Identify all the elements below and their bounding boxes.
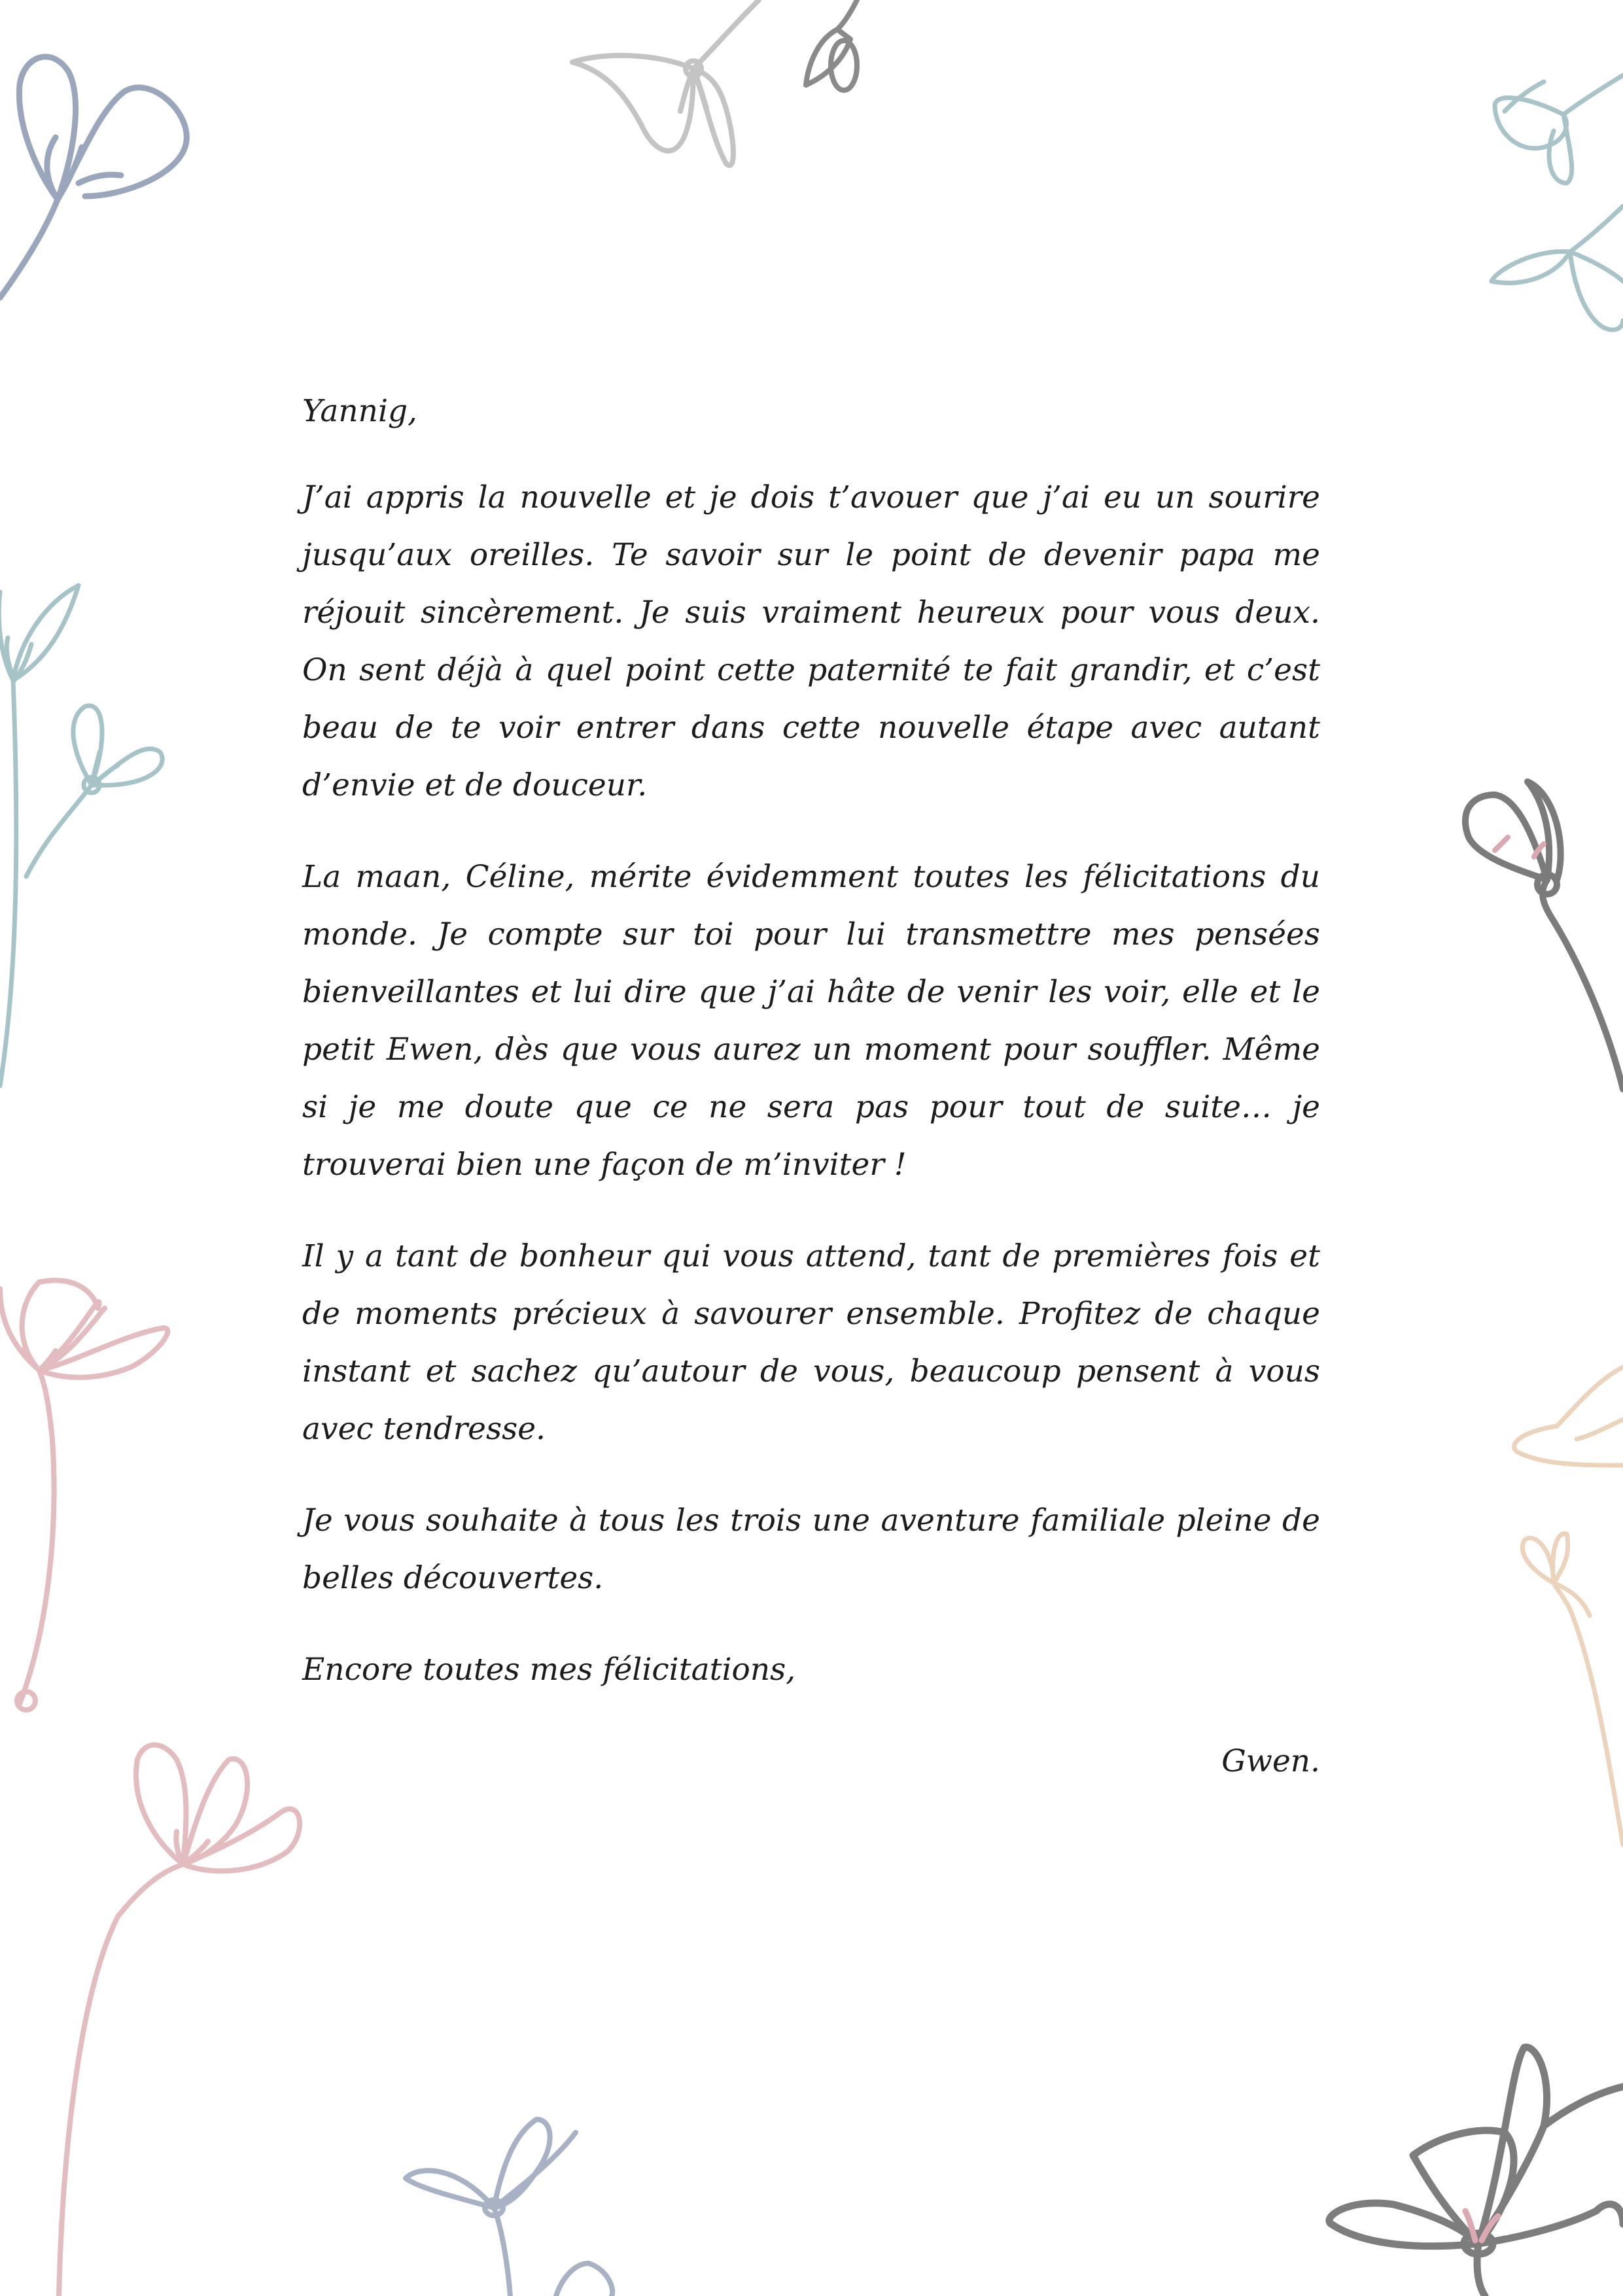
flower-top-right-icon: [1492, 75, 1623, 330]
bud-top-icon: [806, 0, 857, 90]
letter-closing: Encore toutes mes félicitations,: [302, 1652, 796, 1688]
letter-paragraph: Il y a tant de bonheur qui vous attend, tant de premières fois et de moments précieux à savourer ensemble. Profitez de chaque instant et sachez qu’autour de vous, beaucoup pensent à vous avec tendresse.: [302, 1238, 1320, 1447]
flower-bottom-right-icon: [1329, 2047, 1623, 2296]
flower-top-center-icon: [572, 0, 759, 165]
flower-bottom-left-rose-icon: [0, 1280, 300, 2296]
flower-bottom-center-icon: [406, 2119, 612, 2296]
flower-right-gray-icon: [1465, 782, 1623, 1089]
letter-greeting: Yannig,: [302, 393, 417, 429]
flower-left-teal-icon: [0, 585, 162, 1086]
letter-paragraph: Je vous souhaite à tous les trois une aventure familiale pleine de belles découvertes.: [302, 1503, 1320, 1596]
flower-top-left-icon: [0, 57, 186, 298]
letter-body: [302, 383, 1320, 1790]
flower-right-peach-icon: [1514, 1367, 1623, 1845]
letter-paragraph: La maan, Céline, mérite évidemment toutes les félicitations du monde. Je compte sur toi pour lui transmettre mes pensées bienveillantes et lui dire que j’ai hâte de venir les voir, elle et le petit Ewen, dès que vous aurez un moment pour souffler. Même si je me doute que ce ne sera pas pour tout de suite… je trouverai bien une façon de m’inviter !: [302, 859, 1320, 1183]
letter-signature: Gwen.: [1221, 1743, 1320, 1779]
letter-paragraph: J’ai appris la nouvelle et je dois t’avouer que j’ai eu un sourire jusqu’aux oreilles. Te savoir sur le point de devenir papa me réjouit sincèrement. Je suis vraiment heureux pour vous deux. On sent déjà à quel point cette paternité te fait grandir, et c’est beau de te voir entrer dans cette nouvelle étape avec autant d’envie et de douceur.: [302, 479, 1320, 803]
